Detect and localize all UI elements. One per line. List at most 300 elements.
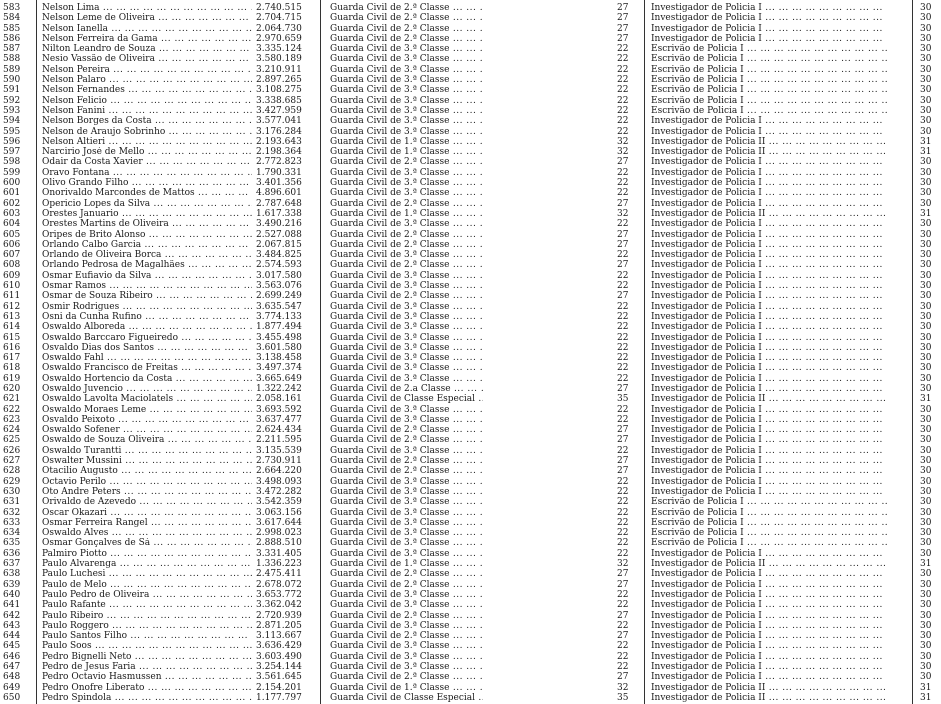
new-career: Investigador de Policia I ... .	[651, 631, 887, 641]
table-row	[0, 302, 941, 312]
reference-level: 30	[920, 600, 932, 611]
registry-number: 3.135.539	[256, 445, 302, 456]
employee-name: Nelson Lima ... .	[42, 3, 252, 13]
new-career: Investigador de Policia I ... .	[651, 271, 887, 281]
class-reference: 27	[617, 157, 629, 168]
reference-level: 30	[920, 157, 932, 168]
current-position: Guarda Civil de Classe Especial ... .	[330, 693, 483, 703]
class-reference: 27	[617, 456, 629, 467]
table-row	[0, 446, 941, 456]
class-reference: 22	[617, 311, 629, 322]
class-reference: 22	[617, 105, 629, 116]
registry-number: 3.542.359	[256, 497, 302, 508]
current-position: Guarda Civil de 3.ª Classe ... .	[330, 528, 483, 538]
table-row	[0, 219, 941, 229]
table-row	[0, 230, 941, 240]
class-reference: 22	[617, 589, 629, 600]
record-number: 603	[3, 208, 21, 219]
reference-level: 30	[920, 260, 932, 271]
registry-number: 3.577.041	[256, 116, 302, 127]
class-reference: 22	[617, 116, 629, 127]
new-career: Investigador de Policia I ... .	[651, 456, 887, 466]
table-row	[0, 147, 941, 157]
class-reference: 22	[617, 548, 629, 559]
employee-name: Nelson Ferreira da Gama ... .	[42, 34, 252, 44]
current-position: Guarda Civil de 1.ª Classe ... .	[330, 147, 483, 157]
current-position: Guarda Civil de Classe Especial ... .	[330, 394, 483, 404]
table-row	[0, 250, 941, 260]
registry-number: 2.527.088	[256, 229, 302, 240]
table-row	[0, 96, 941, 106]
table-row	[0, 3, 941, 13]
record-list	[0, 3, 941, 703]
employee-name: Nelson Borges da Costa ... .	[42, 116, 252, 126]
employee-name: Nelson Ianella ... .	[42, 24, 252, 34]
registry-number: 3.401.356	[256, 178, 302, 189]
record-number: 644	[3, 631, 21, 642]
new-career: Investigador de Policia I ... .	[651, 291, 887, 301]
table-row	[0, 456, 941, 466]
new-career: Investigador de Policia II ... .	[651, 683, 887, 693]
current-position: Guarda Civil de 3.ª Classe ... .	[330, 374, 483, 384]
record-number: 611	[3, 291, 21, 302]
employee-name: Nelson Palaro ... .	[42, 75, 252, 85]
record-number: 621	[3, 394, 21, 405]
new-career: Investigador de Policia I ... .	[651, 652, 887, 662]
reference-level: 30	[920, 579, 932, 590]
new-career: Investigador de Policia I ... .	[651, 188, 887, 198]
reference-level: 30	[920, 651, 932, 662]
registry-number: 3.472.282	[256, 486, 302, 497]
record-number: 632	[3, 507, 21, 518]
table-row	[0, 538, 941, 548]
table-row	[0, 652, 941, 662]
new-career: Investigador de Policia I ... .	[651, 199, 887, 209]
registry-number: 3.665.649	[256, 373, 302, 384]
record-number: 631	[3, 497, 21, 508]
reference-level: 30	[920, 610, 932, 621]
employee-name: Oswaldo Alves ... .	[42, 528, 252, 538]
registry-number: 3.138.458	[256, 353, 302, 364]
record-number: 609	[3, 270, 21, 281]
class-reference: 22	[617, 95, 629, 106]
registry-number: 2.871.205	[256, 620, 302, 631]
class-reference: 32	[617, 682, 629, 693]
table-row	[0, 528, 941, 538]
table-row	[0, 168, 941, 178]
record-number: 616	[3, 342, 21, 353]
class-reference: 22	[617, 250, 629, 261]
registry-number: 1.790.331	[256, 167, 302, 178]
registry-number: 2.198.364	[256, 147, 302, 158]
class-reference: 27	[617, 229, 629, 240]
reference-level: 30	[920, 33, 932, 44]
employee-name: Osmir Rodrigues ... .	[42, 302, 252, 312]
reference-level: 30	[920, 167, 932, 178]
new-career: Investigador de Policia I ... .	[651, 363, 887, 373]
class-reference: 27	[617, 569, 629, 580]
current-position: Guarda Civil de 2.a Classe ... .	[330, 384, 483, 394]
class-reference: 22	[617, 497, 629, 508]
registry-number: 3.210.911	[256, 64, 302, 75]
current-position: Guarda Civil de 1.ª Classe ... .	[330, 683, 483, 693]
table-row	[0, 363, 941, 373]
reference-level: 30	[920, 126, 932, 137]
table-row	[0, 312, 941, 322]
current-position: Guarda Civil de 3.ª Classe ... .	[330, 641, 483, 651]
class-reference: 27	[617, 631, 629, 642]
new-career: Investigador de Policia I ... .	[651, 230, 887, 240]
record-number: 633	[3, 517, 21, 528]
record-number: 619	[3, 373, 21, 384]
current-position: Guarda Civil de 3.ª Classe ... .	[330, 652, 483, 662]
new-career: Investigador de Policia I ... .	[651, 333, 887, 343]
registry-number: 2.740.515	[256, 3, 302, 13]
record-number: 594	[3, 116, 21, 127]
new-career: Investigador de Policia I ... .	[651, 302, 887, 312]
record-number: 596	[3, 136, 21, 147]
current-position: Guarda Civil de 3.ª Classe ... .	[330, 508, 483, 518]
employee-name: Oswaldo Turantti ... .	[42, 446, 252, 456]
registry-number: 2.970.659	[256, 33, 302, 44]
class-reference: 22	[617, 301, 629, 312]
table-row	[0, 271, 941, 281]
current-position: Guarda Civil de 3.ª Classe ... .	[330, 168, 483, 178]
employee-name: Orestes Januario ... .	[42, 209, 252, 219]
employee-name: Orivaldo de Azevedo ... .	[42, 497, 252, 507]
table-row	[0, 54, 941, 64]
record-number: 639	[3, 579, 21, 590]
reference-level: 30	[920, 445, 932, 456]
table-row	[0, 178, 941, 188]
registry-number: 3.108.275	[256, 85, 302, 96]
reference-level: 30	[920, 620, 932, 631]
table-row	[0, 662, 941, 672]
employee-name: Nelson Fanini ... .	[42, 106, 252, 116]
new-career: Investigador de Policia I ... .	[651, 580, 887, 590]
table-row	[0, 322, 941, 332]
table-row	[0, 405, 941, 415]
class-reference: 22	[617, 219, 629, 230]
record-number: 642	[3, 610, 21, 621]
current-position: Guarda Civil de 3.ª Classe ... .	[330, 219, 483, 229]
registry-number: 2.704.715	[256, 13, 302, 24]
class-reference: 27	[617, 198, 629, 209]
employee-name: Paulo Santos Filho ... .	[42, 631, 252, 641]
table-row	[0, 75, 941, 85]
class-reference: 22	[617, 662, 629, 672]
table-row	[0, 281, 941, 291]
reference-level: 30	[920, 342, 932, 353]
employee-name: Nelson Pereira ... .	[42, 65, 252, 75]
class-reference: 27	[617, 260, 629, 271]
employee-name: Oripes de Brito Alonso ... .	[42, 230, 252, 240]
class-reference: 22	[617, 507, 629, 518]
registry-number: 1.336.223	[256, 559, 302, 570]
employee-name: Paulo Ribeiro ... .	[42, 611, 252, 621]
reference-level: 31	[920, 208, 932, 219]
reference-level: 31	[920, 147, 932, 158]
class-reference: 22	[617, 178, 629, 189]
current-position: Guarda Civil de 2.ª Classe ... .	[330, 291, 483, 301]
current-position: Guarda Civil de 3.ª Classe ... .	[330, 96, 483, 106]
new-career: Investigador de Policia I ... .	[651, 157, 887, 167]
current-position: Guarda Civil de 2.ª Classe ... .	[330, 3, 483, 13]
class-reference: 32	[617, 136, 629, 147]
record-number: 613	[3, 311, 21, 322]
current-position: Guarda Civil de 2.ª Classe ... .	[330, 435, 483, 445]
registry-number: 3.017.580	[256, 270, 302, 281]
employee-name: Orlando de Oliveira Borca ... .	[42, 250, 252, 260]
class-reference: 22	[617, 651, 629, 662]
record-number: 650	[3, 692, 21, 703]
table-row	[0, 384, 941, 394]
employee-name: Otacilio Augusto ... .	[42, 466, 252, 476]
new-career: Investigador de Policia II ... .	[651, 693, 887, 703]
record-number: 586	[3, 33, 21, 44]
table-row	[0, 65, 941, 75]
registry-number: 3.362.042	[256, 600, 302, 611]
record-number: 629	[3, 476, 21, 487]
registry-number: 3.563.076	[256, 281, 302, 292]
record-number: 628	[3, 466, 21, 477]
employee-name: Orlando Pedrosa de Magalhães ... .	[42, 260, 252, 270]
employee-name: Pedro Bignelli Neto ... .	[42, 652, 252, 662]
current-position: Guarda Civil de 3.ª Classe ... .	[330, 178, 483, 188]
employee-name: Osmar Ferreira Rangel ... .	[42, 518, 252, 528]
registry-number: 2.624.434	[256, 425, 302, 436]
employee-name: Oswaldo Lavolta Maciolatels ... .	[42, 394, 252, 404]
new-career: Investigador de Policia I ... .	[651, 611, 887, 621]
new-career: Escrivão de Policia I ... .	[651, 44, 887, 54]
employee-name: Oswaldo Hortencio da Costa ... .	[42, 374, 252, 384]
class-reference: 22	[617, 620, 629, 631]
record-number: 645	[3, 641, 21, 652]
reference-level: 30	[920, 641, 932, 652]
new-career: Escrivão de Policia I ... .	[651, 96, 887, 106]
table-row	[0, 157, 941, 167]
reference-level: 31	[920, 692, 932, 703]
reference-level: 30	[920, 54, 932, 65]
record-number: 597	[3, 147, 21, 158]
class-reference: 35	[617, 394, 629, 405]
table-row	[0, 497, 941, 507]
employee-name: Nilton Leandro de Souza ... .	[42, 44, 252, 54]
table-row	[0, 508, 941, 518]
new-career: Investigador de Policia I ... .	[651, 281, 887, 291]
registry-number: 3.636.429	[256, 641, 302, 652]
registry-number: 1.322.242	[256, 383, 302, 394]
current-position: Guarda Civil de 3.ª Classe ... .	[330, 518, 483, 528]
table-row	[0, 590, 941, 600]
current-position: Guarda Civil de 3.ª Classe ... .	[330, 343, 483, 353]
record-number: 589	[3, 64, 21, 75]
reference-level: 30	[920, 270, 932, 281]
reference-level: 30	[920, 291, 932, 302]
registry-number: 3.338.685	[256, 95, 302, 106]
current-position: Guarda Civil de 2.ª Classe ... .	[330, 631, 483, 641]
reference-level: 30	[920, 3, 932, 13]
reference-level: 30	[920, 116, 932, 127]
table-row	[0, 435, 941, 445]
reference-level: 30	[920, 383, 932, 394]
record-number: 635	[3, 538, 21, 549]
reference-level: 30	[920, 363, 932, 374]
new-career: Escrivão de Policia I ... .	[651, 85, 887, 95]
record-number: 620	[3, 383, 21, 394]
new-career: Investigador de Policia I ... .	[651, 466, 887, 476]
employee-name: Osmar Ramos ... .	[42, 281, 252, 291]
registry-number: 3.693.592	[256, 404, 302, 415]
table-row	[0, 260, 941, 270]
current-position: Guarda Civil de 3.ª Classe ... .	[330, 405, 483, 415]
reference-level: 30	[920, 528, 932, 539]
class-reference: 22	[617, 44, 629, 55]
class-reference: 22	[617, 188, 629, 199]
new-career: Investigador de Policia I ... .	[651, 374, 887, 384]
current-position: Guarda Civil de 2.ª Classe ... .	[330, 34, 483, 44]
class-reference: 27	[617, 435, 629, 446]
registry-number: 3.455.498	[256, 332, 302, 343]
employee-name: Oscar Okazari ... .	[42, 508, 252, 518]
registry-number: 3.484.825	[256, 250, 302, 261]
class-reference: 35	[617, 692, 629, 703]
record-number: 590	[3, 75, 21, 86]
employee-name: Osni da Cunha Rufino ... .	[42, 312, 252, 322]
current-position: Guarda Civil de 3.ª Classe ... .	[330, 353, 483, 363]
table-row	[0, 569, 941, 579]
current-position: Guarda Civil de 3.ª Classe ... .	[330, 415, 483, 425]
current-position: Guarda Civil de 2.ª Classe ... .	[330, 24, 483, 34]
class-reference: 22	[617, 373, 629, 384]
registry-number: 3.498.093	[256, 476, 302, 487]
registry-number: 1.177.797	[256, 692, 302, 703]
employee-name: Pedro Octavio Hasmussen ... .	[42, 672, 252, 682]
current-position: Guarda Civil de 2.ª Classe ... .	[330, 611, 483, 621]
table-row	[0, 477, 941, 487]
record-number: 647	[3, 662, 21, 672]
reference-level: 30	[920, 517, 932, 528]
record-number: 587	[3, 44, 21, 55]
table-row	[0, 549, 941, 559]
new-career: Escrivão de Policia I ... .	[651, 538, 887, 548]
new-career: Investigador de Policia I ... .	[651, 343, 887, 353]
class-reference: 22	[617, 332, 629, 343]
new-career: Escrivão de Policia I ... .	[651, 518, 887, 528]
new-career: Investigador de Policia I ... .	[651, 662, 887, 672]
table-row	[0, 374, 941, 384]
current-position: Guarda Civil de 2.ª Classe ... .	[330, 466, 483, 476]
new-career: Investigador de Policia II ... .	[651, 559, 887, 569]
record-number: 605	[3, 229, 21, 240]
current-position: Guarda Civil de 3.ª Classe ... .	[330, 549, 483, 559]
current-position: Guarda Civil de 3.ª Classe ... .	[330, 600, 483, 610]
reference-level: 30	[920, 105, 932, 116]
reference-level: 30	[920, 569, 932, 580]
current-position: Guarda Civil de 3.ª Classe ... .	[330, 116, 483, 126]
reference-level: 30	[920, 44, 932, 55]
new-career: Investigador de Policia II ... .	[651, 209, 887, 219]
employee-name: Oswaldo Sofener ... .	[42, 425, 252, 435]
record-number: 630	[3, 486, 21, 497]
registry-number: 2.574.593	[256, 260, 302, 271]
new-career: Investigador de Policia I ... .	[651, 435, 887, 445]
class-reference: 22	[617, 641, 629, 652]
new-career: Investigador de Policia I ... .	[651, 600, 887, 610]
class-reference: 22	[617, 363, 629, 374]
record-number: 601	[3, 188, 21, 199]
registry-number: 2.475.411	[256, 569, 302, 580]
employee-name: Paulo Roggero ... .	[42, 621, 252, 631]
employee-name: Pedro Onofre Liberato ... .	[42, 683, 252, 693]
class-reference: 22	[617, 167, 629, 178]
employee-name: Nesio Vassão de Oliveira ... .	[42, 54, 252, 64]
new-career: Investigador de Policia I ... .	[651, 24, 887, 34]
new-career: Investigador de Policia I ... .	[651, 384, 887, 394]
current-position: Guarda Civil de 3.ª Classe ... .	[330, 312, 483, 322]
record-number: 610	[3, 281, 21, 292]
new-career: Investigador de Policia I ... .	[651, 13, 887, 23]
new-career: Investigador de Policia I ... .	[651, 260, 887, 270]
employee-name: Oswaldo Moraes Leme ... .	[42, 405, 252, 415]
class-reference: 27	[617, 3, 629, 13]
employee-name: Paulo Soos ... .	[42, 641, 252, 651]
current-position: Guarda Civil de 3.ª Classe ... .	[330, 75, 483, 85]
record-number: 648	[3, 672, 21, 683]
new-career: Investigador de Policia I ... .	[651, 549, 887, 559]
record-number: 585	[3, 23, 21, 34]
current-position: Guarda Civil de 3.ª Classe ... .	[330, 106, 483, 116]
employee-name: Opericio Lopes da Silva ... .	[42, 199, 252, 209]
reference-level: 30	[920, 250, 932, 261]
new-career: Investigador de Policia I ... .	[651, 3, 887, 13]
current-position: Guarda Civil de 2.ª Classe ... .	[330, 230, 483, 240]
current-position: Guarda Civil de 3.ª Classe ... .	[330, 487, 483, 497]
current-position: Guarda Civil de 3.ª Classe ... .	[330, 446, 483, 456]
registry-number: 3.774.133	[256, 311, 302, 322]
class-reference: 22	[617, 75, 629, 86]
table-row	[0, 631, 941, 641]
employee-name: Pedro Spindola ... .	[42, 693, 252, 703]
current-position: Guarda Civil de 3.ª Classe ... .	[330, 333, 483, 343]
class-reference: 32	[617, 208, 629, 219]
record-number: 591	[3, 85, 21, 96]
registry-number: 2.897.265	[256, 75, 302, 86]
new-career: Investigador de Policia II ... .	[651, 394, 887, 404]
current-position: Guarda Civil de 2.ª Classe ... .	[330, 240, 483, 250]
employee-name: Paulo Pedro de Oliveira ... .	[42, 590, 252, 600]
employee-name: Osmar Gonçalves de Sá ... .	[42, 538, 252, 548]
current-position: Guarda Civil de 2.ª Classe ... .	[330, 199, 483, 209]
table-row	[0, 425, 941, 435]
current-position: Guarda Civil de 2.ª Classe ... .	[330, 456, 483, 466]
table-row	[0, 466, 941, 476]
class-reference: 22	[617, 342, 629, 353]
table-row	[0, 85, 941, 95]
new-career: Investigador de Policia I ... .	[651, 415, 887, 425]
new-career: Investigador de Policia I ... .	[651, 477, 887, 487]
table-row	[0, 116, 941, 126]
class-reference: 27	[617, 672, 629, 683]
table-row	[0, 415, 941, 425]
employee-name: Nelson de Araujo Sobrinho ... .	[42, 127, 252, 137]
employee-name: Orlando Calbo Garcia ... .	[42, 240, 252, 250]
registry-number: 4.896.601	[256, 188, 302, 199]
current-position: Guarda Civil de 3.ª Classe ... .	[330, 621, 483, 631]
registry-number: 2.211.595	[256, 435, 302, 446]
reference-level: 30	[920, 332, 932, 343]
registry-number: 2.772.823	[256, 157, 302, 168]
